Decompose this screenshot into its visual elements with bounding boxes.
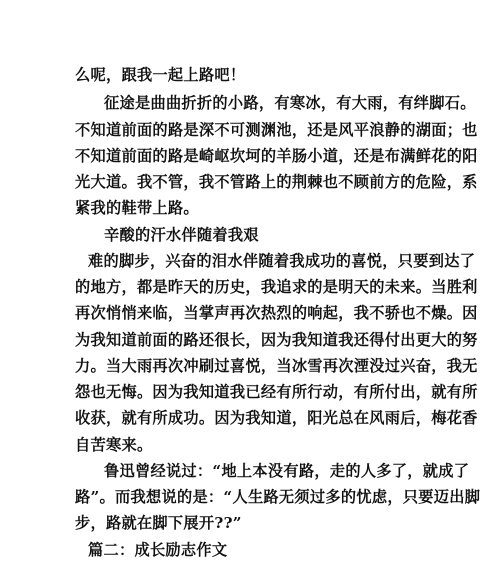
text-line: 再次悄悄来临，当掌声再次热烈的响起，我不骄也不燥。因 (75, 304, 478, 322)
text-line: 紧我的鞋带上路。 (75, 199, 199, 217)
text-line: 辛酸的汗水伴随着我艰 (104, 226, 259, 244)
text-line: 的地方，都是昨天的历史，我追求的是明天的未来。当胜利 (75, 278, 478, 296)
text-line: 不知道前面的路是崎岖坎坷的羊肠小道，还是布满鲜花的阳 (75, 147, 478, 165)
text-line: 步，路就在脚下展开??” (75, 514, 242, 532)
text-line: 路”。而我想说的是：“人生路无须过多的忧虑，只要迈出脚 (75, 488, 481, 506)
text-line: 自苦寒来。 (75, 436, 153, 454)
text-line: 不知道前面的路是深不可测渊池，还是风平浪静的湖面；也 (75, 121, 478, 139)
text-line: 力。当大雨再次冲刷过喜悦，当冰雪再次湮没过兴奋，我无 (75, 357, 478, 375)
section-heading: 篇二：成长励志作文 (88, 541, 228, 559)
text-line: 么呢，跟我一起上路吧！ (75, 66, 246, 84)
text-line: 征途是曲曲折折的小路，有寒冰，有大雨，有绊脚石。 (104, 94, 476, 112)
text-line: 难的脚步，兴奋的泪水伴随着我成功的喜悦，只要到达了 (88, 252, 476, 270)
text-line: 鲁迅曾经说过：“地上本没有路，走的人多了，就成了 (104, 462, 470, 480)
text-line: 收获，就有所成功。因为我知道，阳光总在风雨后，梅花香 (75, 409, 478, 427)
text-line: 为我知道前面的路还很长，因为我知道我还得付出更大的努 (75, 331, 478, 349)
text-line: 光大道。我不管，我不管路上的荆棘也不顾前方的危险，系 (75, 173, 478, 191)
text-line: 怨也无悔。因为我知道我已经有所行动，有所付出，就有所 (75, 383, 478, 401)
